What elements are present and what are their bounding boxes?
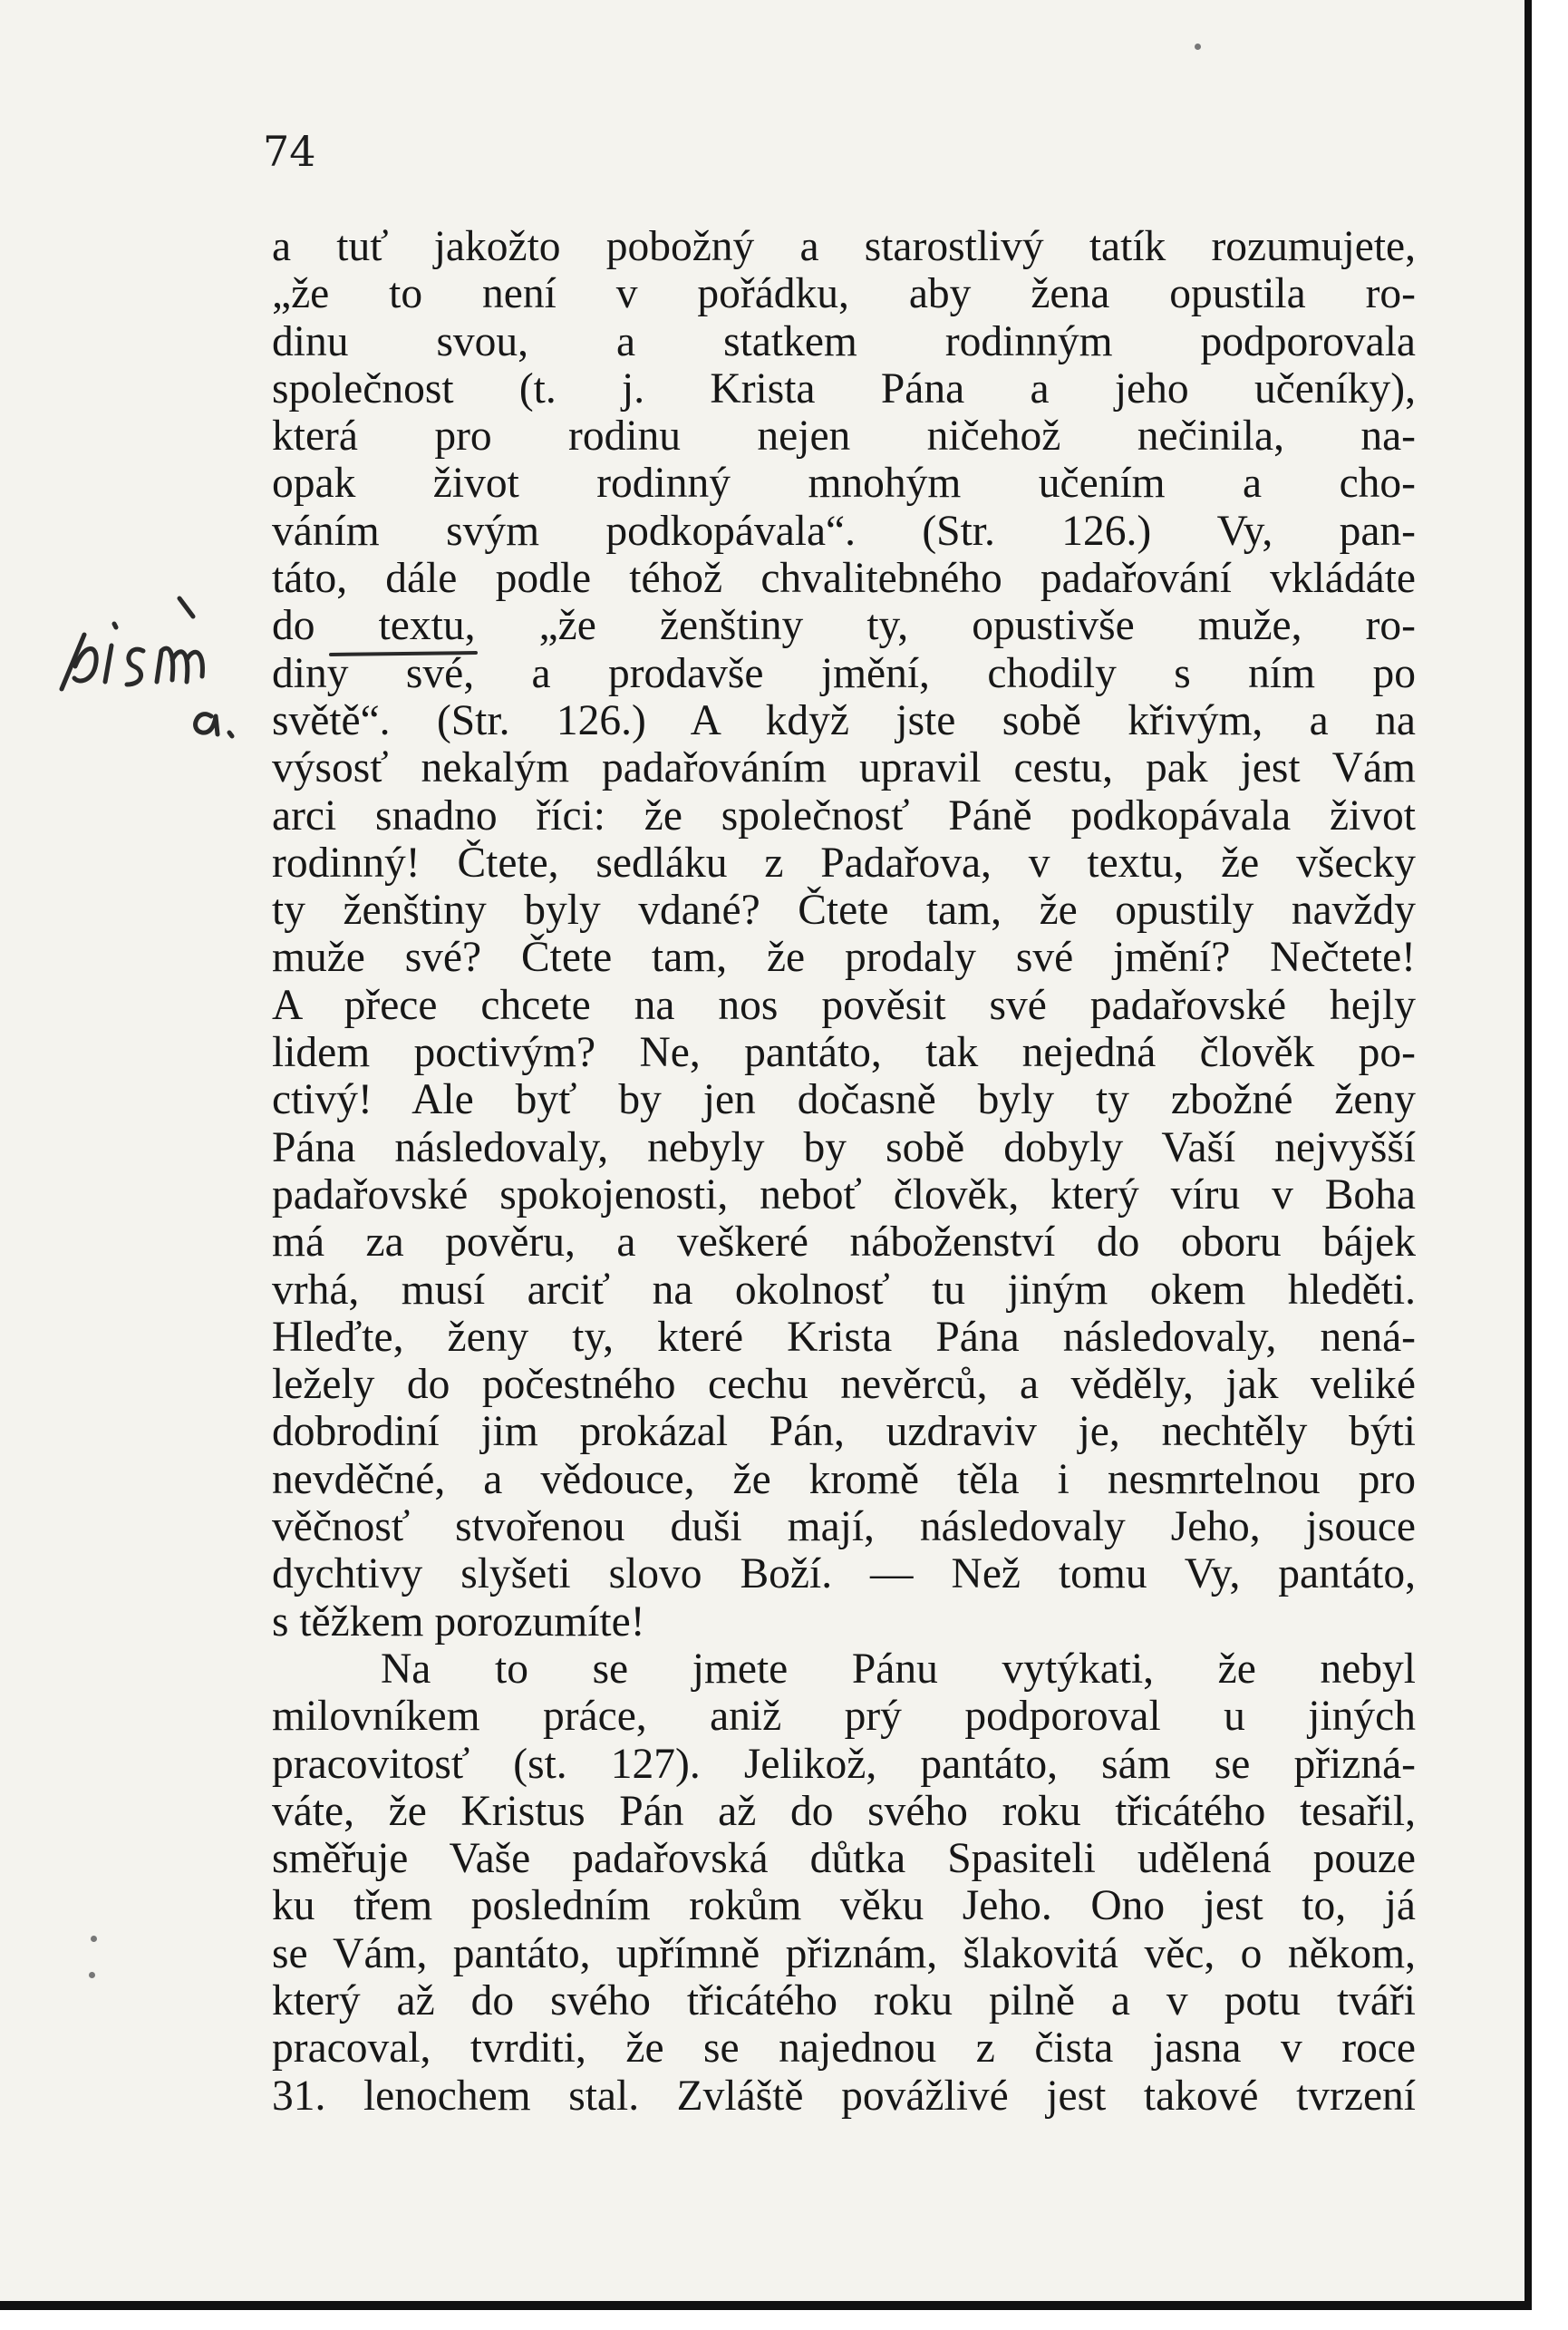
text-line: do textu, „že ženštiny ty, opustivše muže, ro- bbox=[272, 602, 1416, 650]
text-line: padařovské spokojenosti, neboť člověk, který víru v Boha bbox=[272, 1170, 1416, 1218]
text-line: dobrodiní jim prokázal Pán, uzdraviv je, nechtěly býti bbox=[272, 1408, 1416, 1456]
text-line: a tuť jakožto pobožný a starostlivý tatík rozumujete, bbox=[272, 223, 1416, 270]
text-line: ctivý! Ale byť by jen dočasně byly ty zbožné ženy bbox=[272, 1076, 1416, 1124]
text-line: „že to není v pořádku, aby žena opustila ro- bbox=[272, 270, 1416, 318]
text-line: ku třem posledním rokům věku Jeho. Ono jest to, já bbox=[272, 1882, 1416, 1930]
text-line: dinu svou, a statkem rodinným podporovala bbox=[272, 317, 1416, 365]
text-line: společnost (t. j. Krista Pána a jeho učeníky), bbox=[272, 364, 1416, 413]
text-line: dychtivy slyšeti slovo Boží. — Než tomu Vy, pantáto, bbox=[272, 1550, 1416, 1598]
text-line: muže své? Čtete tam, že prodaly své jmění? Nečtete! bbox=[272, 934, 1416, 982]
dust-speck bbox=[1195, 44, 1201, 50]
text-line: lidem poctivým? Ne, pantáto, tak nejedná člověk po- bbox=[272, 1029, 1416, 1077]
text-line: váním svým podkopávala“. (Str. 126.) Vy, pan- bbox=[272, 507, 1416, 555]
body-text bbox=[272, 223, 1416, 2120]
text-line: Hleďte, ženy ty, které Krista Pána následovaly, nená- bbox=[272, 1313, 1416, 1361]
text-line: výsosť nekalým padařováním upravil cestu, pak jest Vám bbox=[272, 744, 1416, 792]
text-line: který až do svého třicátého roku pilně a v potu tváři bbox=[272, 1976, 1416, 2024]
text-line: pracovitosť (st. 127). Jelikož, pantáto, sám se přizná- bbox=[272, 1740, 1416, 1788]
page-number: 74 bbox=[263, 127, 316, 176]
dust-speck bbox=[89, 1972, 95, 1978]
text-line: s těžkem porozumíte! bbox=[272, 1597, 645, 1646]
text-line: arci snadno říci: že společnosť Páně podkopávala život bbox=[272, 791, 1416, 840]
paragraph-start-line: Na to se jmete Pánu vytýkati, že nebyl bbox=[381, 1645, 1416, 1693]
text-line: Pána následovaly, nebyly by sobě dobyly Vaší nejvyšší bbox=[272, 1123, 1416, 1171]
text-line: se Vám, pantáto, upřímně přiznám, šlakovitá věc, o někom, bbox=[272, 1929, 1416, 1977]
text-line: má za pověru, a veškeré náboženství do oboru bájek bbox=[272, 1218, 1416, 1267]
text-line: světě“. (Str. 126.) A když jste sobě křivým, a na bbox=[272, 696, 1416, 744]
dust-speck bbox=[91, 1936, 97, 1942]
text-line: nevděčné, a vědouce, že kromě těla i nesmrtelnou pro bbox=[272, 1455, 1416, 1503]
text-line: směřuje Vaše padařovská důtka Spasiteli udělená pouze bbox=[272, 1835, 1416, 1883]
text-line: A přece chcete na nos pověsit své padařovské hejly bbox=[272, 981, 1416, 1029]
text-line: milovníkem práce, aniž prý podporoval u jiných bbox=[272, 1693, 1416, 1741]
text-line: rodinný! Čtete, sedláku z Padařova, v textu, že všecky bbox=[272, 839, 1416, 887]
text-line: 31. lenochem stal. Zvláště povážlivé jest takové tvrzení bbox=[272, 2072, 1416, 2120]
text-line: váte, že Kristus Pán až do svého roku třicátého tesařil, bbox=[272, 1787, 1416, 1835]
handwritten-margin-note bbox=[44, 580, 279, 762]
text-line: ty ženštiny byly vdané? Čtete tam, že opustily navždy bbox=[272, 887, 1416, 935]
text-line: ležely do počestného cechu nevěrců, a věděly, jak veliké bbox=[272, 1361, 1416, 1409]
text-line: táto, dále podle téhož chvalitebného padařování vkládáte bbox=[272, 555, 1416, 603]
margin-note-drawing bbox=[44, 580, 279, 762]
text-line: která pro rodinu nejen ničehož nečinila, na- bbox=[272, 413, 1416, 461]
text-line: věčnosť stvořenou duši mají, následovaly Jeho, jsouce bbox=[272, 1503, 1416, 1551]
text-line: pracoval, tvrditi, že se najednou z čista jasna v roce bbox=[272, 2024, 1416, 2073]
text-line: vrhá, musí arciť na okolnosť tu jiným okem hleděti. bbox=[272, 1266, 1416, 1314]
text-line: opak život rodinný mnohým učením a cho- bbox=[272, 460, 1416, 508]
text-line: diny své, a prodavše jmění, chodily s ním po bbox=[272, 649, 1416, 697]
